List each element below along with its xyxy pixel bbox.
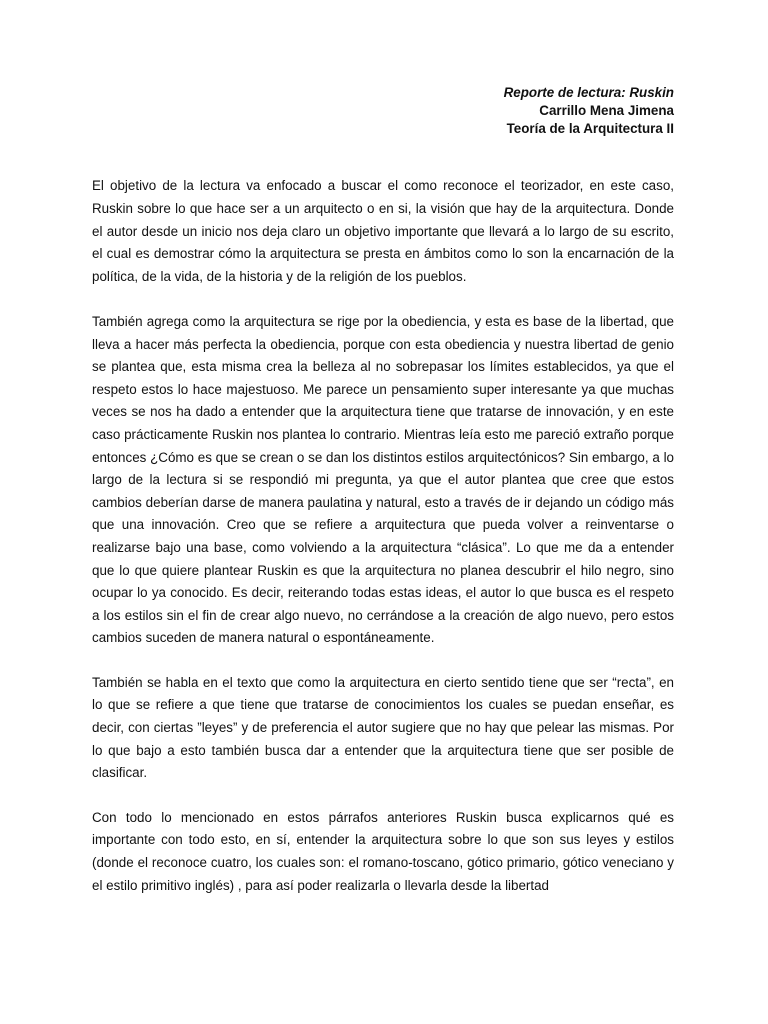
document-body (92, 175, 674, 897)
paragraph-2: También agrega como la arquitectura se rige por la obediencia, y esta es base de la libertad, que lleva a hacer más perfecta la obediencia, porque con esta obediencia y nuestra libertad de genio se plantea que, esta misma crea la belleza al no sobrepasar los límites establecidos, ya que el respeto estos lo hace majestuoso. Me parece un pensamiento super interesante ya que muchas veces se nos ha dado a entender que la arquitectura tiene que tratarse de innovación, y en este caso prácticamente Ruskin nos plantea lo contrario. Mientras leía esto me pareció extraño porque entonces ¿Cómo es que se crean o se dan los distintos estilos arquitectónicos? Sin embargo, a lo largo de la lectura si se respondió mi pregunta, ya que el autor plantea que cree que estos cambios deberían darse de manera paulatina y natural, esto a través de ir dejando un código más que una innovación. Creo que se refiere a arquitectura que pueda volver a reinventarse o realizarse bajo una base, como volviendo a la arquitectura “clásica”. Lo que me da a entender que lo que quiere plantear Ruskin es que la arquitectura no planea descubrir el hilo negro, sino ocupar lo ya conocido. Es decir, reiterando todas estas ideas, el autor lo que busca es el respeto a los estilos sin el fin de crear algo nuevo, no cerrándose a la creación de algo nuevo, pero estos cambios suceden de manera natural o espontáneamente. (92, 313, 674, 646)
report-title: Reporte de lectura: Ruskin (503, 85, 674, 100)
paragraph-3: También se habla en el texto que como la arquitectura en cierto sentido tiene que ser “recta”, en lo que se refiere a que tiene que tratarse de conocimientos los cuales se puedan enseñar, es decir, con ciertas ”leyes” y de preferencia el autor sugiere que no hay que pelear las mismas. Por lo que bajo a esto también busca dar a entender que la arquitectura tiene que ser posible de clasificar. (92, 674, 674, 781)
document-page (92, 84, 674, 919)
course-name: Teoría de la Arquitectura II (506, 121, 674, 136)
paragraph-4: Con todo lo mencionado en estos párrafos anteriores Ruskin busca explicarnos qué es importante con todo esto, en sí, entender la arquitectura sobre lo que son sus leyes y estilos (donde el reconoce cuatro, los cuales son: el romano-toscano, gótico primario, gótico veneciano y el estilo primitivo inglés) , para así poder realizarla o llevarla desde la libertad (92, 809, 674, 893)
author-name: Carrillo Mena Jimena (539, 103, 674, 118)
paragraph-1: El objetivo de la lectura va enfocado a buscar el como reconoce el teorizador, en este caso, Ruskin sobre lo que hace ser a un arquitecto o en si, la visión que hay de la arquitectura. Donde el autor desde un inicio nos deja claro un objetivo importante que llevará a lo largo de su escrito, el cual es demostrar cómo la arquitectura se presta en ámbitos como lo son la encarnación de la política, de la vida, de la historia y de la religión de los pueblos. (92, 178, 674, 285)
document-header (92, 84, 674, 138)
